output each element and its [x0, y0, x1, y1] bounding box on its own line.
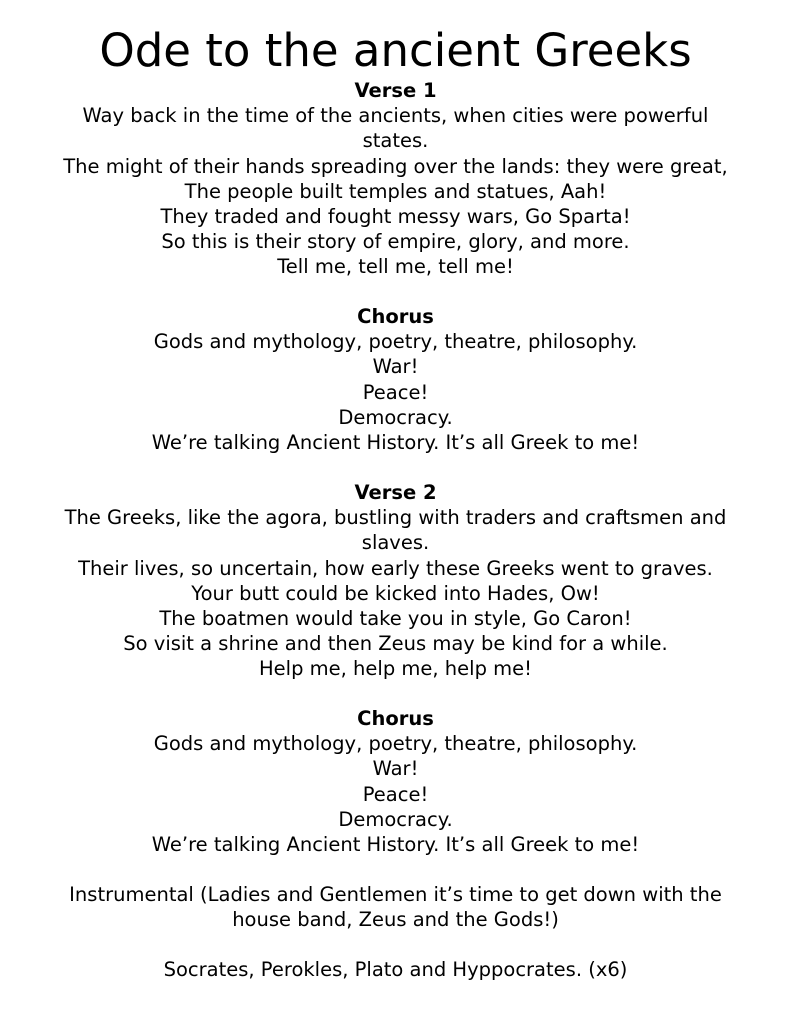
- lyric-line: They traded and fought messy wars, Go Sparta!: [160, 205, 631, 229]
- page-title: Ode to the ancient Greeks: [99, 24, 692, 77]
- lyric-line: We’re talking Ancient History. It’s all Greek to me!: [151, 431, 640, 455]
- lyric-line: Democracy.: [338, 405, 453, 429]
- section-heading: Verse 2: [354, 481, 437, 504]
- section-heading: Verse 1: [354, 79, 437, 102]
- lyric-line: Tell me, tell me, tell me!: [277, 255, 514, 279]
- instrumental-line: Instrumental (Ladies and Gentlemen it’s time to get down with the: [69, 883, 722, 906]
- lyric-line: Way back in the time of the ancients, when cities were powerful: [82, 104, 709, 128]
- lyric-line: Their lives, so uncertain, how early these Greeks went to graves.: [78, 556, 713, 580]
- lyric-line: The people built temples and statues, Aah!: [184, 179, 607, 203]
- lyric-line: The boatmen would take you in style, Go Caron!: [159, 607, 632, 631]
- outro-line: Socrates, Perokles, Plato and Hyppocrates. (x6): [163, 958, 628, 981]
- section-heading: Chorus: [357, 305, 434, 328]
- lyric-line: So visit a shrine and then Zeus may be kind for a while.: [123, 632, 668, 656]
- lyric-line: Gods and mythology, poetry, theatre, philosophy.: [153, 330, 638, 354]
- lyric-line: Peace!: [362, 380, 429, 404]
- lyric-line: Democracy.: [338, 807, 453, 831]
- lyric-line: slaves.: [361, 531, 430, 555]
- outro-section: [20, 957, 771, 982]
- lyric-line: The might of their hands spreading over the lands: they were great,: [63, 154, 728, 178]
- instrumental-line: house band, Zeus and the Gods!): [232, 908, 559, 932]
- lyric-line: War!: [372, 355, 419, 379]
- verse-1-section: [20, 78, 771, 280]
- chorus-2-section: [20, 706, 771, 857]
- instrumental-section: [20, 882, 771, 932]
- lyric-line: We’re talking Ancient History. It’s all Greek to me!: [151, 833, 640, 857]
- lyric-line: Gods and mythology, poetry, theatre, philosophy.: [153, 732, 638, 756]
- lyric-line: Help me, help me, help me!: [259, 657, 532, 681]
- lyric-line: The Greeks, like the agora, bustling with traders and craftsmen and: [64, 506, 727, 530]
- lyric-line: states.: [362, 129, 429, 153]
- section-heading: Chorus: [357, 707, 434, 730]
- lyric-line: Peace!: [362, 782, 429, 806]
- lyric-line: So this is their story of empire, glory, and more.: [161, 230, 630, 254]
- lyric-line: War!: [372, 757, 419, 781]
- chorus-1-section: [20, 304, 771, 455]
- lyric-line: Your butt could be kicked into Hades, Ow!: [191, 581, 600, 605]
- verse-2-section: [20, 480, 771, 682]
